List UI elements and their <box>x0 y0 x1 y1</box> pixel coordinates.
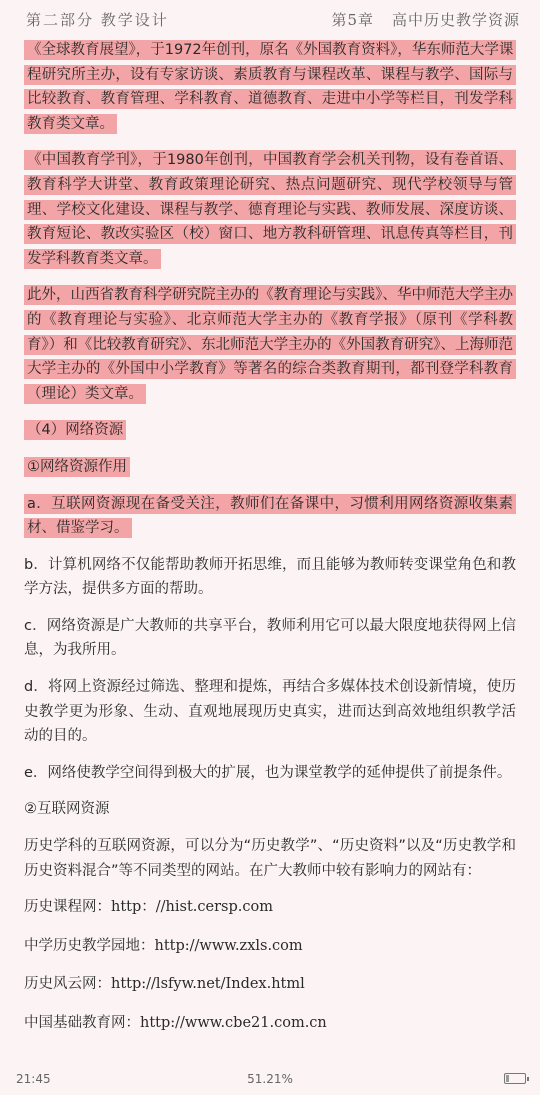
reading-progress: 51.21% <box>247 1072 293 1086</box>
highlight[interactable]: 《全球教育展望》，于1972年创刊，原名《外国教育资料》，华东师范大学课程研究所主办，设有专家访谈、素质教育与课程改革、课程与教学、国际与比较教育、教育管理、学科教育、道德教育、走进中小学等栏目，刊发学科教育类文章。 <box>24 40 516 134</box>
page-header <box>0 0 540 34</box>
highlight[interactable]: （4）网络资源 <box>24 420 126 440</box>
chapter-number: 第5章 <box>331 11 374 29</box>
paragraph: e．网络使教学空间得到极大的扩展，也为课堂教学的延伸提供了前提条件。 <box>24 764 512 781</box>
paragraph <box>24 492 516 541</box>
paragraph: 历史学科的互联网资源，可以分为“历史教学”、“历史资料”以及“历史教学和历史资料混合”等不同类型的网站。在广大教师中较有影响力的网站有： <box>24 838 516 879</box>
section-heading <box>24 418 516 443</box>
highlight[interactable]: a．互联网资源现在备受关注，教师们在备课中，习惯利用网络资源收集素材、借鉴学习。 <box>24 494 516 539</box>
status-footer <box>0 1063 540 1095</box>
paragraph <box>24 283 516 406</box>
subsection-heading: ②互联网资源 <box>24 801 110 818</box>
link-item: 历史课程网：http：//hist.cersp.com <box>24 899 273 916</box>
url-text: http://lsfyw.net/Index.html <box>111 976 305 993</box>
url-text: http://www.cbe21.com.cn <box>140 1015 327 1031</box>
paragraph: b．计算机网络不仅能帮助教师开拓思维，而且能够为教师转变课堂角色和教学方法，提供多方面的帮助。 <box>24 556 516 598</box>
highlight[interactable]: 此外，山西省教育科学研究院主办的《教育理论与实践》、华中师范大学主办的《教育理论与实验》、北京师范大学主办的《教育学报》（原刊《学科教育》）和《比较教育研究》、东北师范大学主办的《外国教育研究》、上海师范大学主办的《外国中小学教育》等著名的综合类教育期刊，都刊登学科教育（理论）类文章。 <box>24 285 516 403</box>
highlight[interactable]: ①网络资源作用 <box>24 457 130 477</box>
paragraph <box>24 38 516 136</box>
paragraph <box>24 148 516 271</box>
battery-level <box>506 1075 509 1082</box>
link-item: 历史风云网：http://lsfyw.net/Index.html <box>24 976 305 993</box>
chapter-header <box>331 9 520 30</box>
url-text: http://www.zxls.com <box>154 937 303 954</box>
url-text: http：//hist.cersp.com <box>111 899 273 916</box>
page-content[interactable] <box>0 36 540 1036</box>
paragraph: c．网络资源是广大教师的共享平台，教师利用它可以最大限度地获得网上信息，为我所用。 <box>24 617 516 659</box>
chapter-title: 高中历史教学资源 <box>391 11 520 29</box>
link-item: 中学历史教学园地：http://www.zxls.com <box>24 937 303 954</box>
subsection-heading <box>24 455 516 480</box>
section-title: 第二部分 教学设计 <box>26 11 169 29</box>
battery-icon <box>504 1073 526 1084</box>
highlight[interactable]: 《中国教育学刊》，于1980年创刊，中国教育学会机关刊物，设有卷首语、教育科学大讲堂、教育政策理论研究、热点问题研究、现代学校领导与管理、学校文化建设、课程与教学、德育理论与实践、教师发展、深度访谈、教育短论、教改实验区（校）窗口、地方教科研管理、讯息传真等栏目，刊发学科教育类文章。 <box>24 150 516 268</box>
clock-time: 21:45 <box>16 1072 51 1086</box>
link-item: 中国基础教育网：http://www.cbe21.com.cn <box>24 1015 327 1031</box>
paragraph: d．将网上资源经过筛选、整理和提炼，再结合多媒体技术创设新情境，使历史教学更为形象、生动、直观地展现历史真实，进而达到高效地组织教学活动的目的。 <box>24 679 516 745</box>
